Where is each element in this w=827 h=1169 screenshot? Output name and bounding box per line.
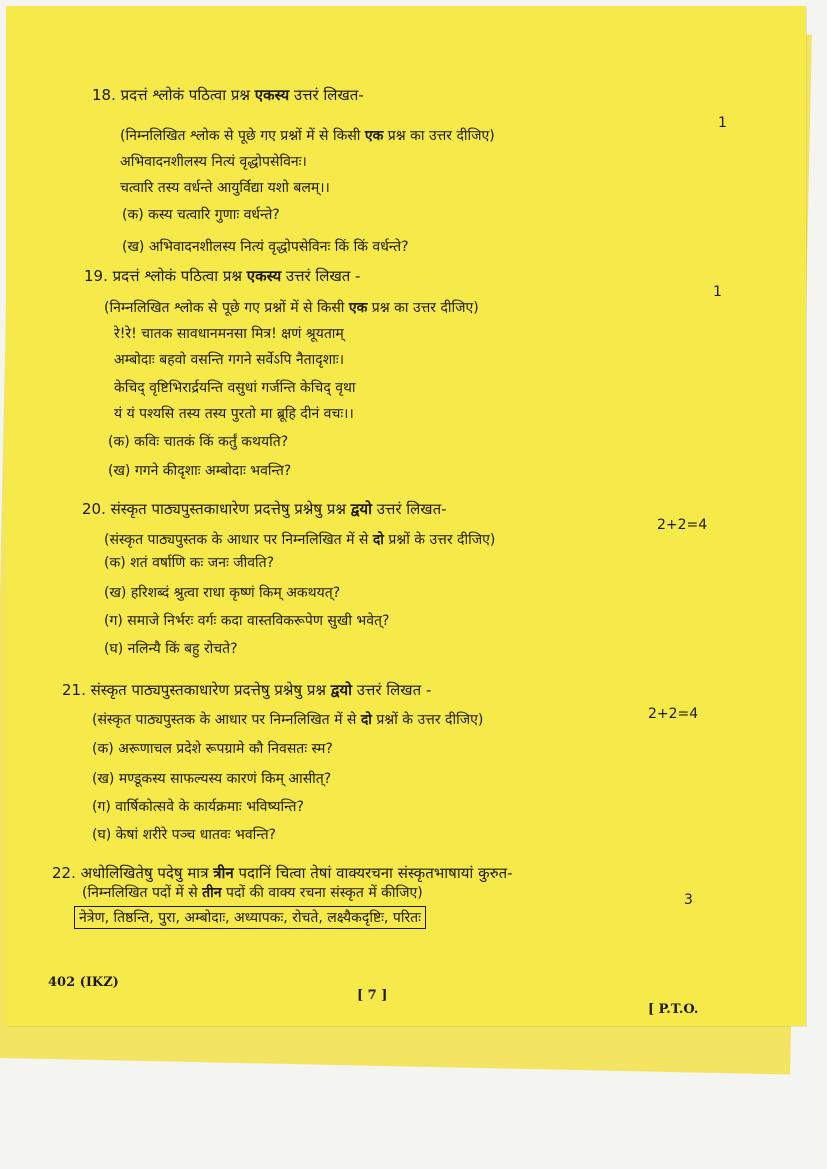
q21-heading: 21. संस्कृत पाठ्यपुस्तकाधारेण प्रदत्तेषु प्रश्नेषु प्रश्न द्वयो उत्तरं लिखत - — [62, 681, 432, 699]
q19-hindi-instruction: (निम्नलिखित श्लोक से पूछे गए प्रश्नों में से किसी एक प्रश्न का उत्तर दीजिए) — [104, 300, 479, 316]
q18-verse-line-2: चत्वारि तस्य वर्धन्ते आयुर्विद्या यशो बलम्।। — [120, 180, 330, 196]
q22-heading: 22. अधोलिखितेषु पदेषु मात्र त्रीन पदानिं चित्वा तेषां वाक्यरचना संस्कृतभाषायां कुरुत- — [52, 864, 513, 882]
q18-option-ka: (क) कस्य चत्वारि गुणाः वर्धन्ते? — [122, 207, 280, 223]
q19-verse-line-3: केचिद् वृष्टिभिरार्द्रयन्ति वसुधां गर्जन्ति केचिद् वृथा — [114, 380, 356, 396]
q20-option-ga: (ग) समाजे निर्भरः वर्गः कदा वास्तविकरूपेण सुखी भवेत्? — [104, 613, 390, 629]
paper-code: 402 (IKZ) — [48, 975, 119, 990]
q18-hindi-instruction: (निम्नलिखित श्लोक से पूछे गए प्रश्नों में से किसी एक प्रश्न का उत्तर दीजिए) — [120, 128, 495, 144]
q18-option-kha: (ख) अभिवादनशीलस्य नित्यं वृद्धोपसेविनः किं किं वर्धन्ते? — [122, 239, 409, 255]
q20-option-ka: (क) शतं वर्षाणि कः जनः जीवति? — [104, 555, 275, 571]
q21-hindi-instruction: (संस्कृत पाठ्यपुस्तक के आधार पर निम्नलिखित में से दो प्रश्नों के उत्तर दीजिए) — [92, 712, 484, 728]
q22-marks: 3 — [684, 892, 693, 908]
q20-hindi-instruction: (संस्कृत पाठ्यपुस्तक के आधार पर निम्नलिखित में से दो प्रश्नों के उत्तर दीजिए) — [104, 532, 496, 548]
q19-verse-line-1: रे!रे! चातक सावधानमनसा मित्र! क्षणं श्रूयताम् — [114, 326, 344, 342]
q20-option-kha: (ख) हरिशब्दं श्रुत्वा राधा कृष्णं किम् अकथयत्? — [104, 585, 341, 601]
q22-hindi-instruction: (निम्नलिखित पदों में से तीन पदों की वाक्य रचना संस्कृत में कीजिए) — [82, 885, 423, 901]
q18-marks: 1 — [718, 115, 727, 131]
pto-label: [ P.T.O. — [648, 1002, 699, 1017]
q19-option-ka: (क) कविः चातकं किं कर्तुं कथयति? — [108, 434, 289, 450]
q20-heading: 20. संस्कृत पाठ्यपुस्तकाधारेण प्रदत्तेषु प्रश्नेषु प्रश्न द्वयो उत्तरं लिखत- — [82, 500, 447, 518]
page-number: [ 7 ] — [357, 988, 388, 1003]
q18-verse-line-1: अभिवादनशीलस्य नित्यं वृद्धोपसेविनः। — [120, 154, 307, 170]
q21-option-ga: (ग) वार्षिकोत्सवे के कार्यक्रमाः भविष्यन्ति? — [92, 799, 304, 815]
q18-heading: 18. प्रदत्तं श्लोकं पठित्वा प्रश्न एकस्य उत्तरं लिखत- — [92, 86, 364, 104]
q19-option-kha: (ख) गगने कीदृशाः अम्बोदाः भवन्ति? — [108, 463, 292, 479]
q20-option-gha: (घ) नलिन्यै किं बहु रोचते? — [104, 641, 238, 657]
q21-option-gha: (घ) केषां शरीरे पञ्च धातवः भवन्ति? — [92, 827, 276, 843]
q19-heading: 19. प्रदत्तं श्लोकं पठित्वा प्रश्न एकस्य उत्तरं लिखत - — [84, 267, 361, 285]
q20-marks: 2+2=4 — [657, 517, 708, 533]
q19-verse-line-2: अम्बोदाः बहवो वसन्ति गगने सर्वेऽपि नैतादृशाः। — [114, 352, 344, 368]
q21-option-ka: (क) अरूणाचल प्रदेशे रूपग्रामे कौ निवसतः स्म? — [92, 741, 333, 757]
q19-verse-line-4: यं यं पश्यसि तस्य तस्य पुरतो मा ब्रूहि दीनं वचः।। — [114, 406, 354, 422]
q22-word-box: नेत्रेण, तिष्ठन्ति, पुरा, अम्बोदाः, अध्यापकः, रोचते, लक्ष्यैकदृष्टिः, परितः — [74, 906, 426, 929]
q21-marks: 2+2=4 — [648, 706, 699, 722]
q21-option-kha: (ख) मण्डूकस्य साफल्यस्य कारणं किम् आसीत्? — [92, 771, 332, 787]
q19-marks: 1 — [713, 284, 722, 300]
